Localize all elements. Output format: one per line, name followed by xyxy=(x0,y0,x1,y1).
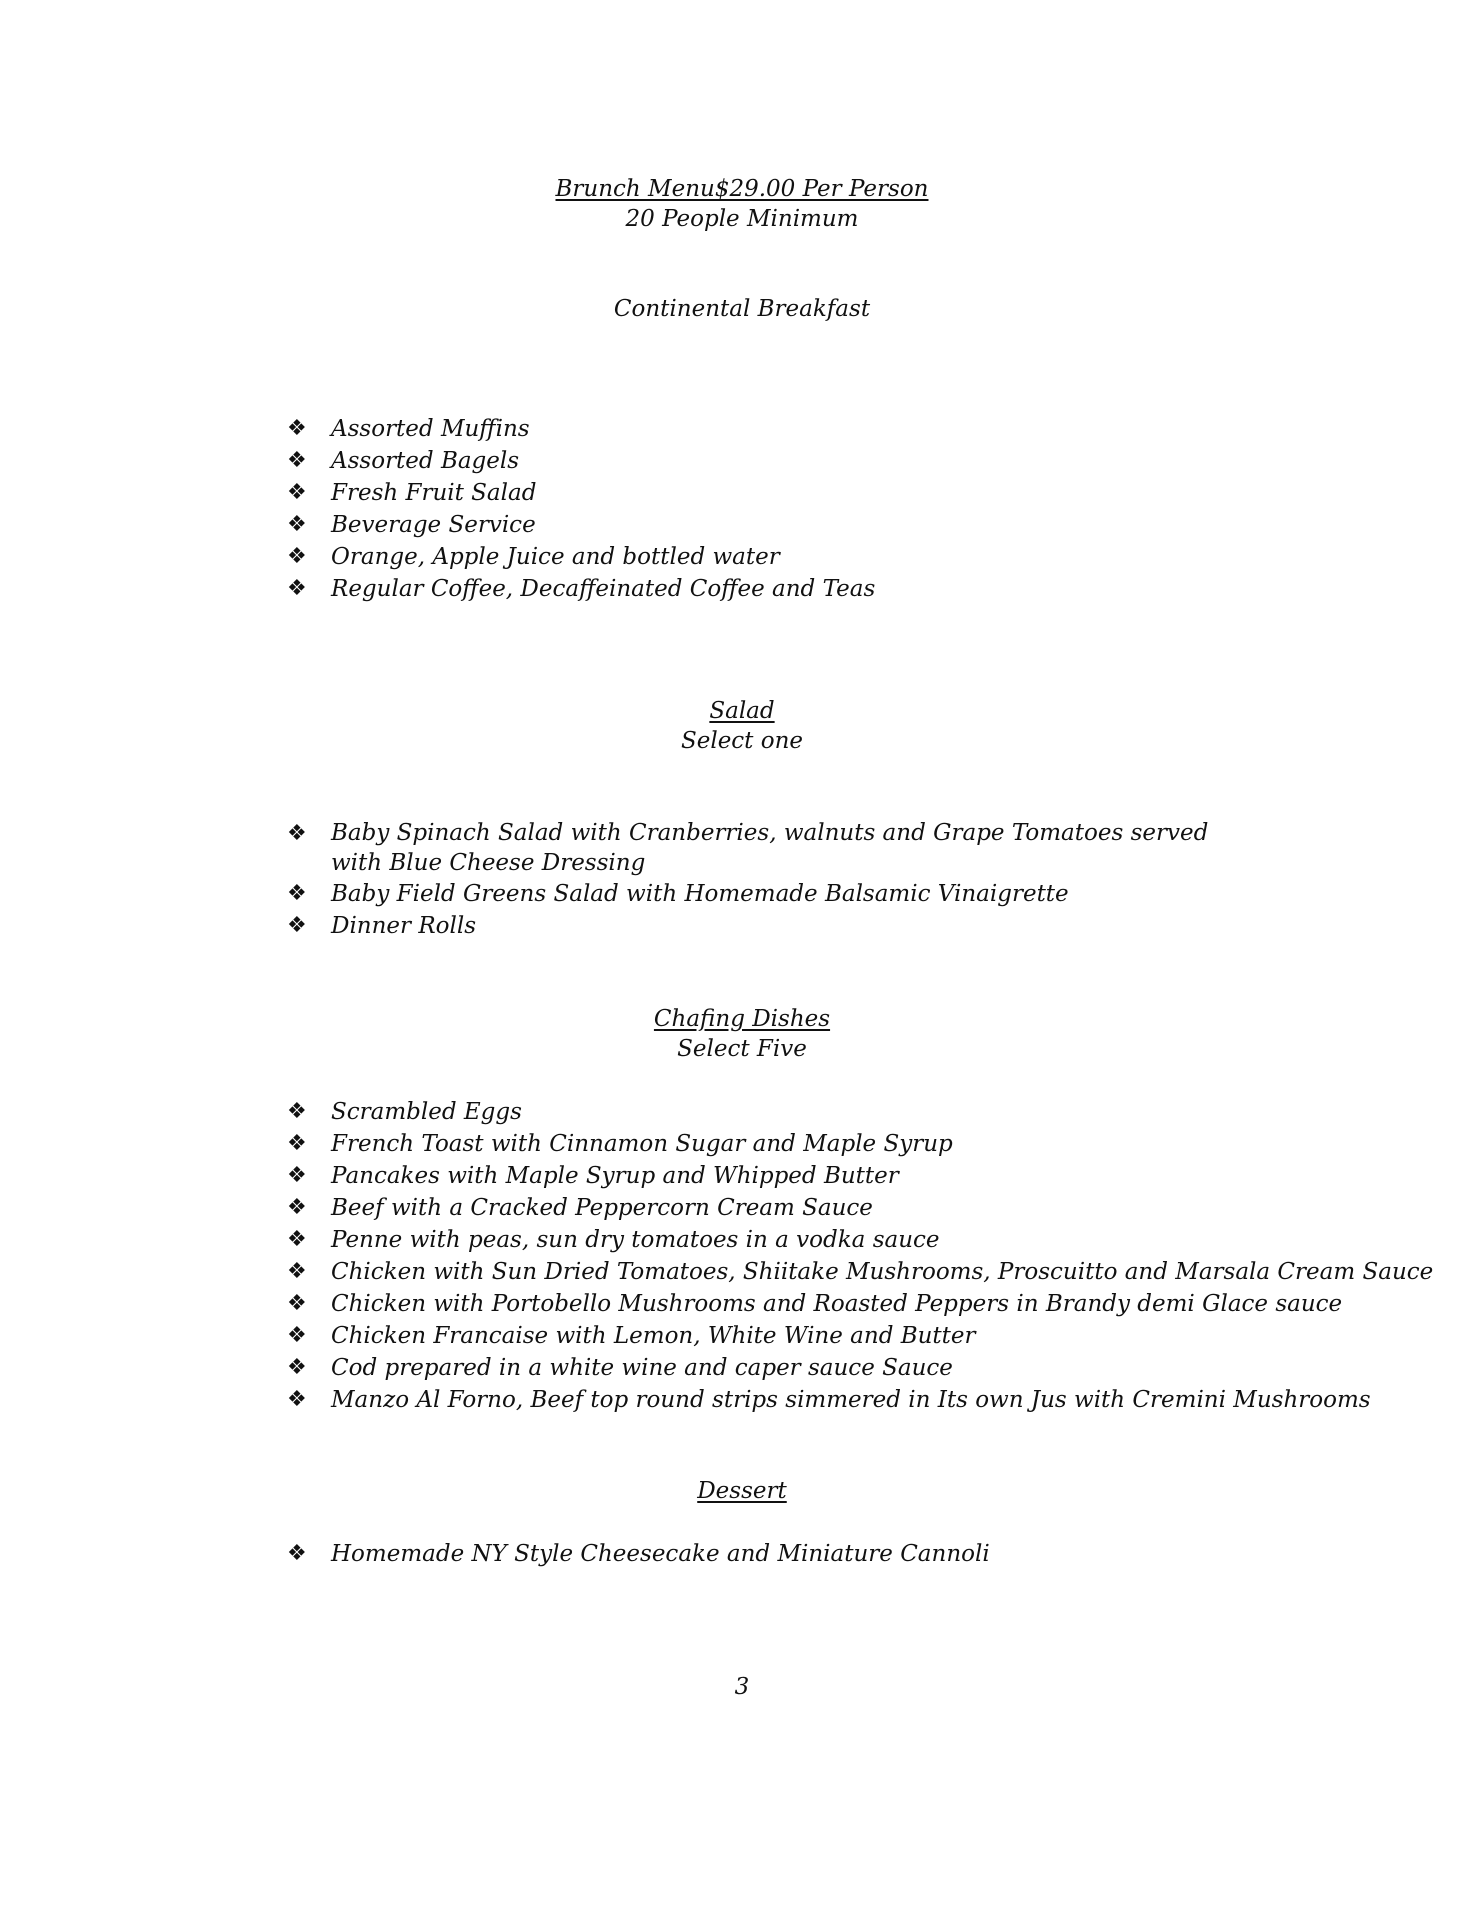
diamond-bullet-icon: ❖ xyxy=(287,1163,307,1188)
minimum-note: 20 People Minimum xyxy=(625,206,859,232)
list-item: ❖ Chicken Francaise with Lemon, White Wine and Butter xyxy=(287,1323,976,1349)
dessert-list xyxy=(287,1538,990,1570)
list-item: ❖ Penne with peas, sun dry tomatoes in a vodka sauce xyxy=(287,1227,940,1253)
list-item: ❖ Assorted Muffins xyxy=(287,416,530,442)
section-subheading-chafing: Select Five xyxy=(677,1036,807,1062)
section-heading-salad: Salad xyxy=(709,698,775,724)
list-item: ❖ Orange, Apple Juice and bottled water xyxy=(287,544,780,570)
list-item: ❖ French Toast with Cinnamon Sugar and Maple Syrup xyxy=(287,1131,953,1157)
page-number: 3 xyxy=(734,1674,750,1700)
list-item: ❖ Baby Field Greens Salad with Homemade Balsamic Vinaigrette xyxy=(287,881,1069,907)
list-item: ❖ Homemade NY Style Cheesecake and Miniature Cannoli xyxy=(287,1541,990,1567)
section-heading-dessert: Dessert xyxy=(697,1478,787,1504)
breakfast-list xyxy=(287,413,875,605)
list-item: ❖ Pancakes with Maple Syrup and Whipped Butter xyxy=(287,1163,899,1189)
list-item: ❖ Scrambled Eggs xyxy=(287,1099,522,1125)
diamond-bullet-icon: ❖ xyxy=(287,821,307,846)
list-item: ❖ Cod prepared in a white wine and caper sauce Sauce xyxy=(287,1355,953,1381)
page-title: Brunch Menu$29.00 Per Person xyxy=(555,176,929,202)
list-item: ❖ Beverage Service xyxy=(287,512,536,538)
diamond-bullet-icon: ❖ xyxy=(287,416,307,441)
diamond-bullet-icon: ❖ xyxy=(287,1355,307,1380)
diamond-bullet-icon: ❖ xyxy=(287,1541,307,1566)
diamond-bullet-icon: ❖ xyxy=(287,913,307,938)
diamond-bullet-icon: ❖ xyxy=(287,448,307,473)
list-item: ❖ Beef with a Cracked Peppercorn Cream Sauce xyxy=(287,1195,873,1221)
section-heading-breakfast: Continental Breakfast xyxy=(613,296,871,322)
list-item: ❖ Assorted Bagels xyxy=(287,448,520,474)
diamond-bullet-icon: ❖ xyxy=(287,480,307,505)
diamond-bullet-icon: ❖ xyxy=(287,1131,307,1156)
diamond-bullet-icon: ❖ xyxy=(287,1195,307,1220)
list-item: ❖ Chicken with Sun Dried Tomatoes, Shiitake Mushrooms, Proscuitto and Marsala Cream Sauce xyxy=(287,1259,1434,1285)
diamond-bullet-icon: ❖ xyxy=(287,1387,307,1412)
diamond-bullet-icon: ❖ xyxy=(287,1227,307,1252)
chafing-list xyxy=(287,1096,1433,1416)
list-item: ❖ Chicken with Portobello Mushrooms and Roasted Peppers in Brandy demi Glace sauce xyxy=(287,1291,1343,1317)
diamond-bullet-icon: ❖ xyxy=(287,1099,307,1124)
section-subheading-salad: Select one xyxy=(680,728,804,754)
list-item: ❖ Manzo Al Forno, Beef top round strips simmered in Its own Jus with Cremini Mushrooms xyxy=(287,1387,1371,1413)
list-item: ❖ Regular Coffee, Decaffeinated Coffee and Teas xyxy=(287,576,876,602)
diamond-bullet-icon: ❖ xyxy=(287,544,307,569)
salad-list xyxy=(287,818,1266,942)
diamond-bullet-icon: ❖ xyxy=(287,1291,307,1316)
list-item: ❖ Dinner Rolls xyxy=(287,913,477,939)
diamond-bullet-icon: ❖ xyxy=(287,512,307,537)
diamond-bullet-icon: ❖ xyxy=(287,881,307,906)
section-heading-chafing: Chafing Dishes xyxy=(653,1006,831,1032)
diamond-bullet-icon: ❖ xyxy=(287,1259,307,1284)
diamond-bullet-icon: ❖ xyxy=(287,576,307,601)
list-item: ❖ Fresh Fruit Salad xyxy=(287,480,537,506)
list-item: ❖ Baby Spinach Salad with Cranberries, walnuts and Grape Tomatoes served with Blue Cheese Dressing xyxy=(287,820,1209,876)
diamond-bullet-icon: ❖ xyxy=(287,1323,307,1348)
